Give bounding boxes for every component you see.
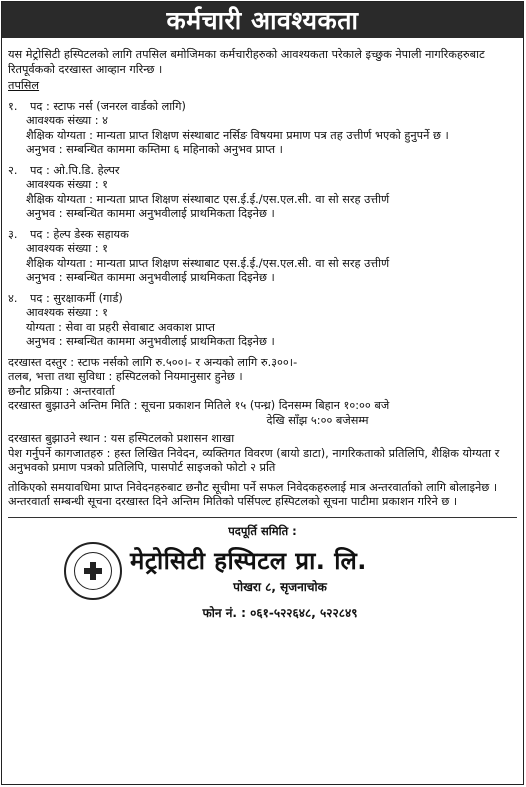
experience-label: अनुभव : (26, 143, 63, 156)
experience-label: अनुभव : (26, 271, 63, 284)
post-title: पद : ओ.पि.डि. हेल्पर (30, 163, 120, 177)
selection-row (8, 385, 517, 400)
qualification-value: मान्यता प्राप्त शिक्षण संस्थाबाट एस.ई.ई./एस.एल.सी. वा सो सरह उत्तीर्ण (96, 256, 390, 270)
hospital-logo (64, 542, 122, 600)
org-phone (130, 604, 430, 621)
count-value: ४ (102, 114, 109, 127)
salary-value: हस्पिटलको नियमानुसार हुनेछ । (115, 370, 243, 383)
place-label: दरखास्त बुझाउने स्थान : (8, 432, 108, 445)
post-heading (8, 292, 517, 307)
logo-emblem-icon (74, 552, 112, 590)
post-number: १. (8, 99, 18, 113)
post-title: पद : स्टाफ नर्स (जनरल वार्डको लागि) (30, 99, 186, 113)
salary-row (8, 370, 517, 385)
qualification-label: शैक्षिक योग्यता : (26, 192, 93, 206)
docs-value: हस्त लिखित निवेदन, व्यक्तिगत विवरण (बायो डाटा), नागरिकताको प्रतिलिपि, शैक्षिक योग्यता र अनुभवको प्रमाण पत्रको प्रतिलिपि, पासपोर्ट साइजको फोटो २ प्रति (8, 446, 500, 474)
post-experience-row (8, 271, 517, 286)
org-name: मेट्रोसिटी हस्पिटल प्रा. लि. (130, 546, 367, 575)
post-number: ३. (8, 227, 18, 241)
details-heading: तपसिल (8, 79, 40, 92)
place-row (8, 432, 517, 447)
docs-row (8, 447, 517, 476)
count-value: १ (102, 306, 109, 319)
post-title: पद : हेल्प डेस्क सहायक (30, 227, 129, 241)
experience-value: सम्बन्धित काममा अनुभवीलाई प्राथमिकता दिइनेछ । (66, 335, 275, 348)
footer (2, 518, 523, 628)
post-experience-row (8, 335, 517, 350)
deadline-value: सूचना प्रकाशन मितिले १५ (पन्ध्र) दिनसम्म बिहान १०:०० बजे (141, 399, 390, 412)
count-value: १ (102, 178, 109, 191)
fee-value: स्टाफ नर्सको लागि रु.५००।- र अन्यको लागि रु.३००।- (77, 355, 298, 369)
post-count-row (8, 242, 517, 257)
count-label: आवश्यक संख्या : (26, 178, 99, 191)
post-qualification-row (8, 321, 517, 336)
committee-label: पदपूर्ति समिति : (228, 523, 297, 538)
post-item (8, 292, 517, 350)
deadline-value-cont: देखि साँझ ५:०० बजेसम्म (266, 413, 369, 427)
count-value: १ (102, 242, 109, 255)
qualification-label: शैक्षिक योग्यता : (26, 128, 93, 142)
application-info (8, 356, 517, 510)
salary-label: तलब, भत्ता तथा सुविधा : (8, 370, 113, 383)
experience-value: सम्बन्धित काममा अनुभवीलाई प्राथमिकता दिइनेछ । (66, 271, 275, 284)
count-label: आवश्यक संख्या : (26, 306, 99, 319)
place-value: यस हस्पिटलको प्रशासन शाखा (110, 432, 235, 445)
experience-label: अनुभव : (26, 335, 63, 348)
post-number: ४. (8, 291, 18, 305)
qualification-label: योग्यता : (26, 320, 62, 334)
post-heading (8, 100, 517, 115)
count-label: आवश्यक संख्या : (26, 242, 99, 255)
post-experience-row (8, 207, 517, 222)
post-number: २. (8, 163, 18, 177)
qualification-label: शैक्षिक योग्यता : (26, 256, 93, 270)
org-address: पोखरा ८, सृजनाचोक (233, 579, 327, 594)
post-experience-row (8, 143, 517, 158)
post-heading (8, 228, 517, 243)
qualification-value: सेवा वा प्रहरी सेवाबाट अवकाश प्राप्त (65, 320, 215, 334)
selection-value: अन्तरवार्ता (72, 384, 115, 398)
phone-label: फोन नं. : (202, 605, 246, 620)
qualification-value: मान्यता प्राप्त शिक्षण संस्थाबाट नर्सिङ विषयमा प्रमाण पत्र तह उत्तीर्ण भएको हुनुपर्ने छ । (96, 128, 449, 142)
notice-body (2, 38, 523, 518)
experience-value: सम्बन्धित काममा कम्तिमा ६ महिनाको अनुभव प्राप्त । (66, 143, 283, 156)
post-heading (8, 164, 517, 179)
post-item (8, 164, 517, 222)
experience-value: सम्बन्धित काममा अनुभवीलाई प्राथमिकता दिइनेछ । (66, 207, 275, 220)
notice-title: कर्मचारी आवश्यकता (2, 2, 523, 38)
selection-label: छनौट प्रक्रिया : (8, 384, 70, 398)
post-qualification-row (8, 129, 517, 144)
post-count-row (8, 306, 517, 321)
intro-text: यस मेट्रोसिटी हस्पिटलको लागि तपसिल बमोजिमका कर्मचारीहरुको आवश्यकता परेकाले इच्छुक नेपाली नागरिकहरुबाट रितपूर्वकको दरखास्त आव्हान गरिन्छ । (8, 48, 485, 76)
post-qualification-row (8, 257, 517, 272)
posts-list (8, 100, 517, 350)
experience-label: अनुभव : (26, 207, 63, 220)
fee-row (8, 356, 517, 371)
docs-label: पेश गर्नुपर्ने कागजातहरु : (8, 446, 111, 460)
post-item (8, 100, 517, 158)
deadline-label: दरखास्त बुझाउने अन्तिम मिति : (8, 399, 138, 412)
post-item (8, 228, 517, 286)
post-count-row (8, 114, 517, 129)
note-text: तोकिएको समयावधिमा प्राप्त निवेदनहरुबाट छनौट सूचीमा पर्ने सफल निवेदकहरुलाई मात्र अन्तरवार्ताको लागि बोलाइनेछ । अन्तरवार्ता सम्बन्धी सूचना दरखास्त दिने अन्तिम मितिको पर्सिपल्ट हस्पिटलको सूचना पाटीमा प्रकाशन गरिने छ । (8, 480, 498, 508)
post-title: पद : सुरक्षाकर्मी (गार्ड) (30, 291, 123, 305)
fee-label: दरखास्त दस्तुर : (8, 355, 75, 369)
post-qualification-row (8, 193, 517, 208)
post-count-row (8, 178, 517, 193)
deadline-row (8, 399, 517, 414)
phone-value: ०६१-५२२६४८, ५२२८४९ (250, 605, 358, 620)
count-label: आवश्यक संख्या : (26, 114, 99, 127)
qualification-value: मान्यता प्राप्त शिक्षण संस्थाबाट एस.ई.ई./एस.एल.सी. वा सो सरह उत्तीर्ण (96, 192, 390, 206)
notice-sheet (1, 1, 524, 785)
